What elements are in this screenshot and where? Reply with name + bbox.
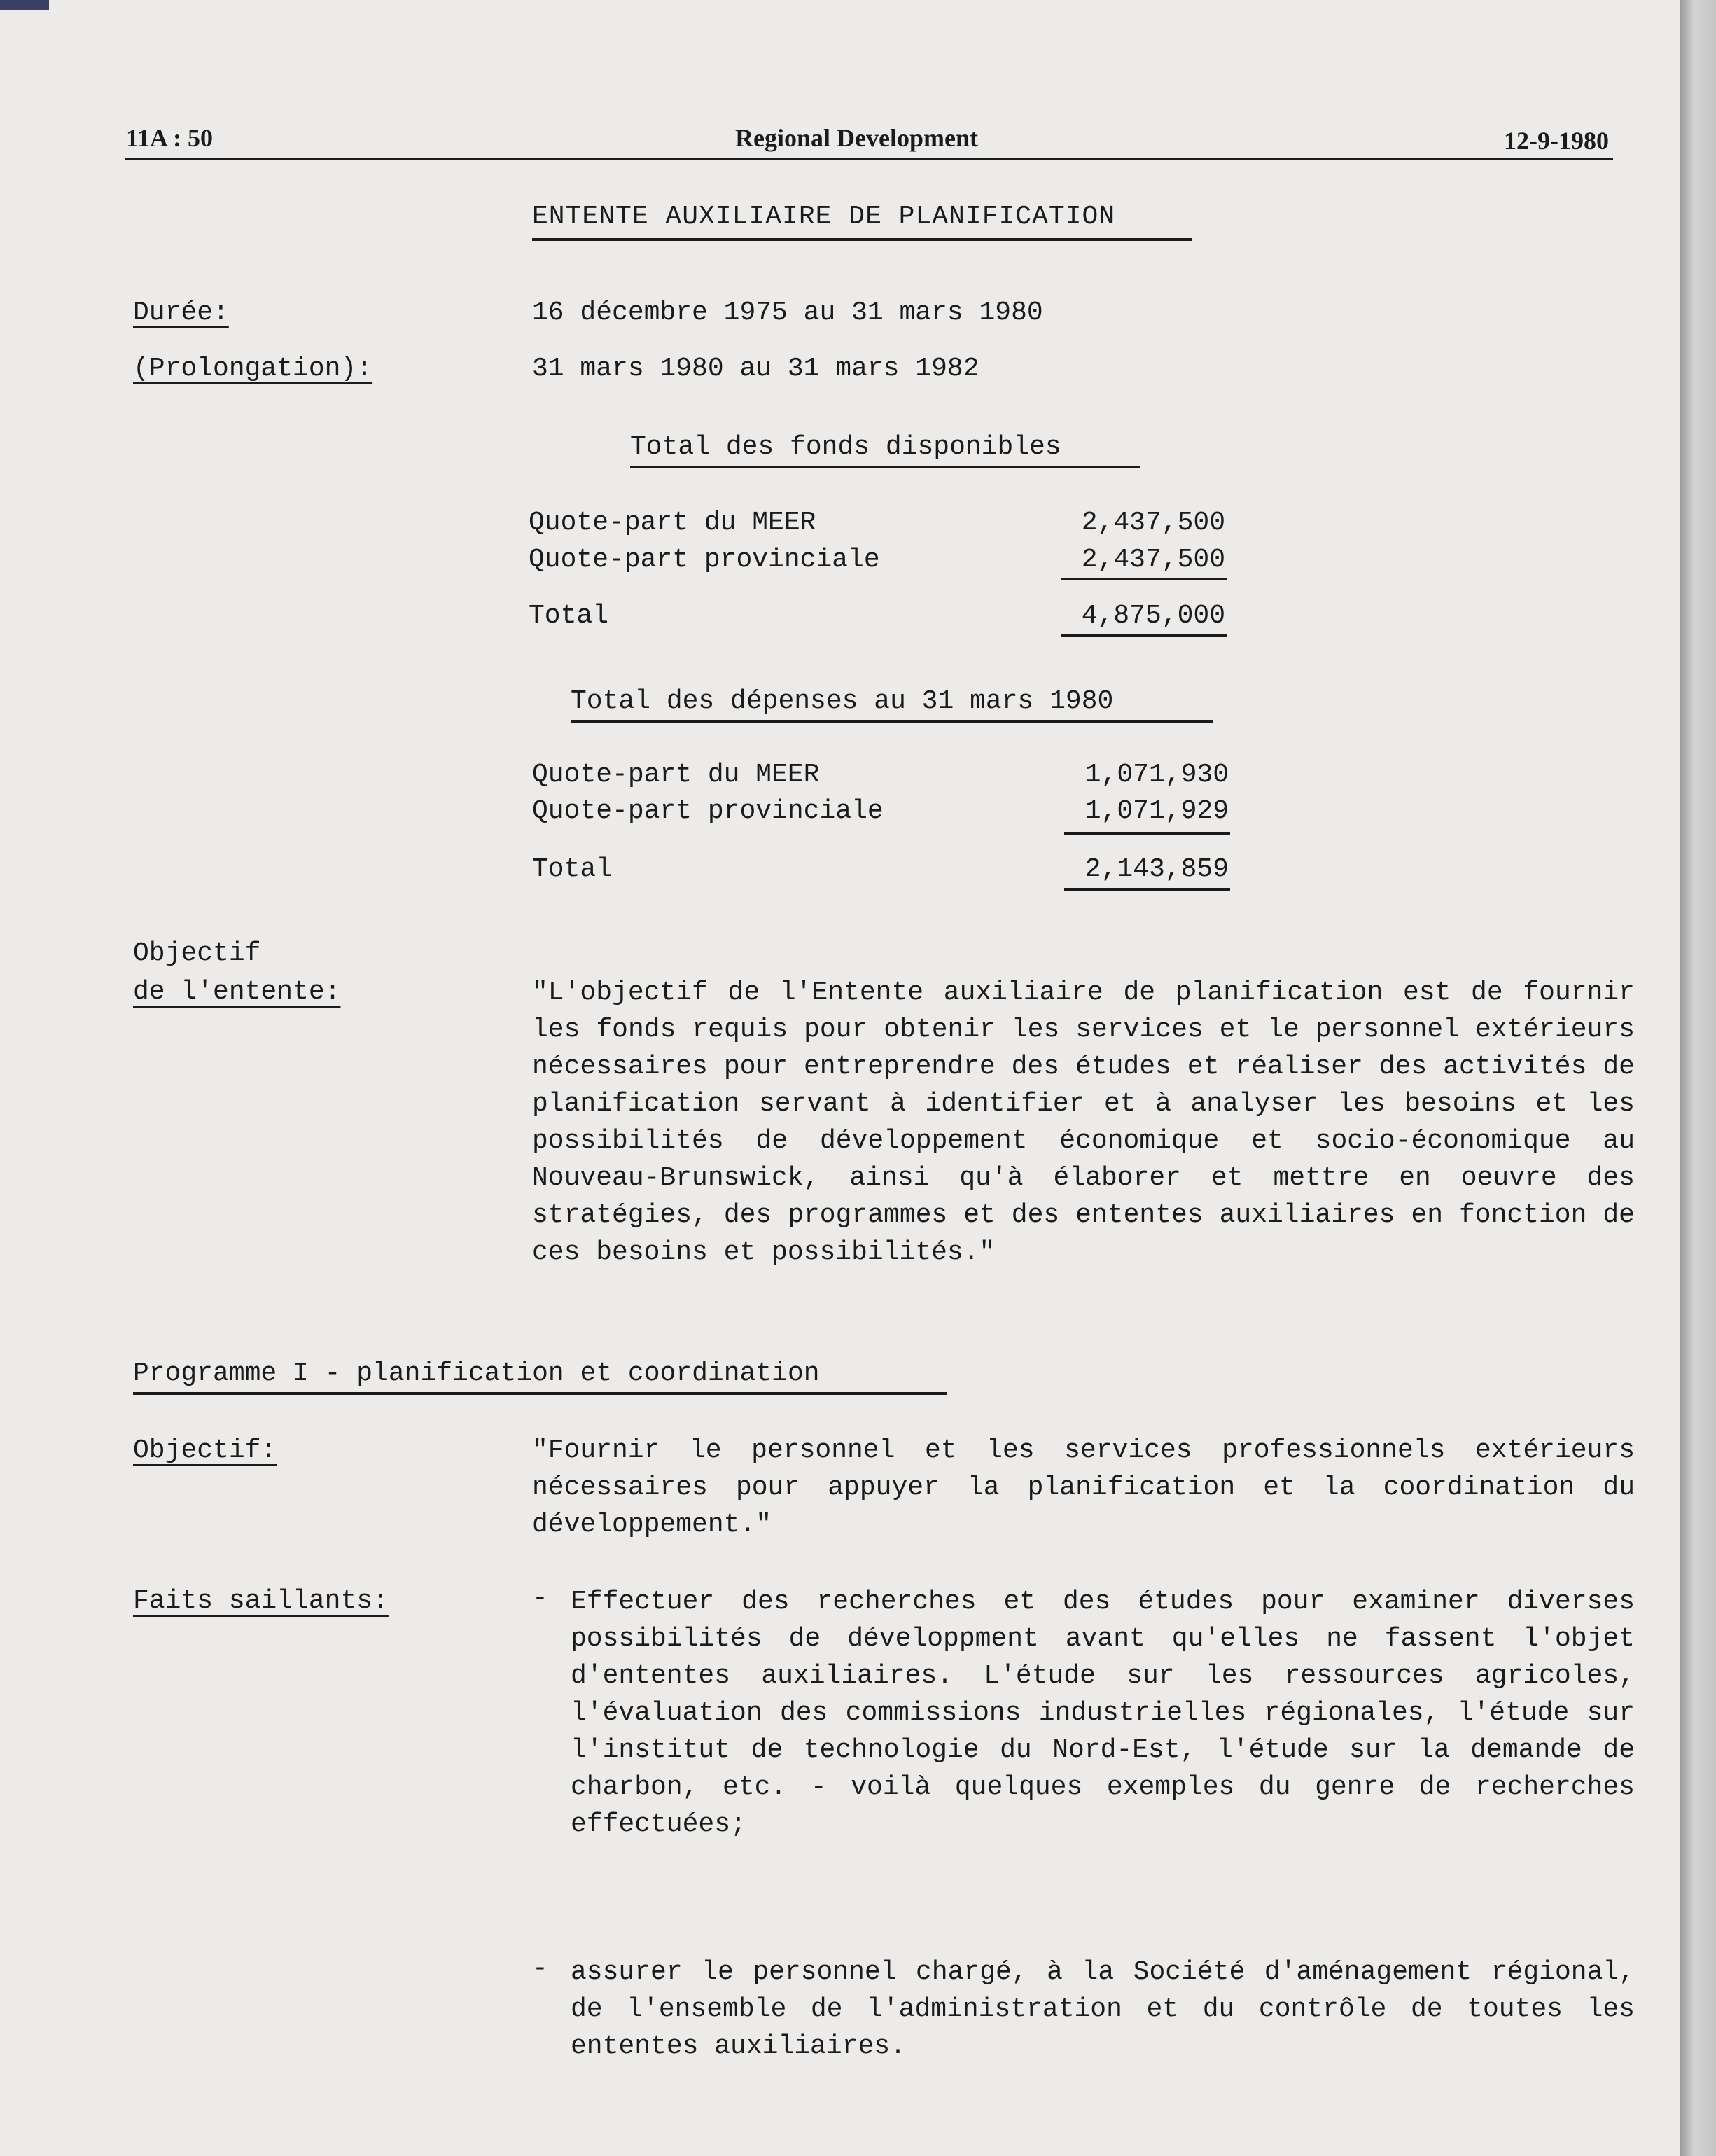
depenses-total-rule [1064, 888, 1230, 891]
fonds-heading-underline [630, 466, 1140, 468]
prolongation-label: (Prolongation): [133, 354, 373, 384]
depenses-heading: Total des dépenses au 31 mars 1980 [571, 686, 1114, 716]
depenses-row-value: 1,071,929 [1084, 796, 1229, 826]
fonds-row-value: 2,437,500 [1081, 508, 1225, 538]
depenses-heading-underline [571, 720, 1213, 723]
programme-objectif-label: Objectif: [133, 1435, 277, 1466]
fonds-total-label: Total [529, 601, 609, 631]
header-title: Regional Development [735, 124, 978, 152]
page-gutter [1680, 0, 1716, 2156]
faits-saillants-label: Faits saillants: [133, 1586, 389, 1616]
depenses-row-label: Quote-part provinciale [532, 796, 884, 826]
fonds-row-label: Quote-part provinciale [529, 545, 880, 575]
bullet-marker: - [532, 1954, 548, 1984]
faits-bullet-item: Effectuer des recherches et des études pour examiner diverses possibilités de développment avant qu'elles ne fassent l'objet d'ententes auxiliaires. L'étude sur les ressources agricoles, l'évaluation des commissions industrielles régionales, l'étude sur l'institut de technologie du Nord-Est, l'étude sur la demande de charbon, etc. - voilà quelques exemples du genre de recherches effectuées; [571, 1587, 1635, 1839]
programme-heading: Programme I - planification et coordination [133, 1358, 820, 1389]
fonds-row-value: 2,437,500 [1081, 545, 1225, 575]
duree-value: 16 décembre 1975 au 31 mars 1980 [532, 298, 1043, 328]
fonds-subtotal-rule [1061, 578, 1227, 580]
depenses-total-value: 2,143,859 [1084, 854, 1229, 884]
depenses-subtotal-rule [1064, 832, 1230, 835]
depenses-row-value: 1,071,930 [1084, 760, 1229, 790]
faits-bullet-item: assurer le personnel chargé, à la Société d'aménagement régional, de l'ensemble de l'administration et du contrôle de toutes les ententes auxiliaires. [571, 1957, 1635, 2061]
programme-heading-underline [133, 1392, 947, 1395]
document-title: ENTENTE AUXILIAIRE DE PLANIFICATION [532, 202, 1116, 232]
objectif-entente-label-line1: Objectif [133, 938, 261, 968]
programme-objectif-text: "Fournir le personnel et les services professionnels extérieurs nécessaires pour appuyer la planification et la coordination du développement." [532, 1435, 1635, 1540]
header-page-number: 11A : 50 [126, 124, 214, 152]
depenses-total-label: Total [532, 854, 613, 884]
binding-mark [0, 0, 49, 10]
objectif-entente-text: "L'objectif de l'Entente auxiliaire de planification est de fournir les fonds requis pour obtenir les services et le personnel extérieurs nécessaires pour entreprendre des études et réaliser des activités de planification servant à identifier et à analyser les besoins et les possibilités de développement économique et socio-économique au Nouveau-Brunswick, ainsi qu'à élaborer et mettre en oeuvre des stratégies, des programmes et des ententes auxiliaires en fonction de ces besoins et possibilités." [532, 978, 1635, 1267]
fonds-heading: Total des fonds disponibles [630, 432, 1061, 462]
depenses-row-label: Quote-part du MEER [532, 760, 820, 790]
prolongation-value: 31 mars 1980 au 31 mars 1982 [532, 354, 979, 384]
header-rule [125, 158, 1613, 160]
objectif-entente-label-line2: de l'entente: [133, 977, 341, 1007]
title-underline [532, 238, 1192, 241]
fonds-total-value: 4,875,000 [1081, 601, 1225, 631]
duree-label: Durée: [133, 298, 229, 328]
bullet-marker: - [532, 1583, 548, 1613]
fonds-row-label: Quote-part du MEER [529, 508, 816, 538]
header-date: 12-9-1980 [1504, 127, 1609, 155]
fonds-total-rule [1061, 634, 1227, 637]
